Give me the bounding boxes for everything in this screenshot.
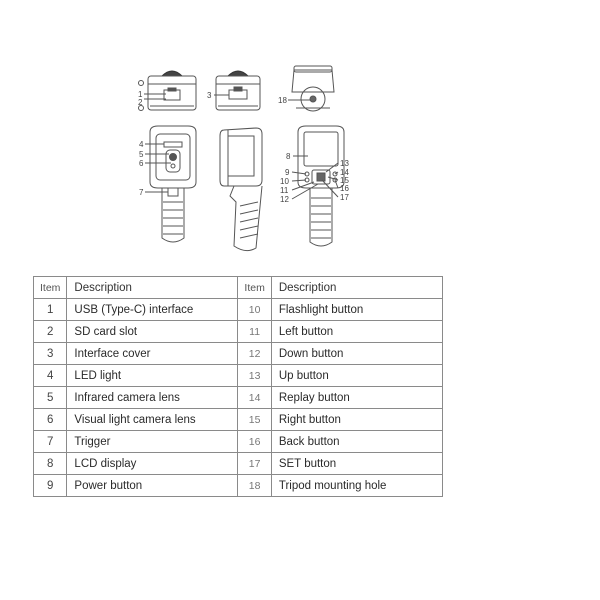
- callout-5: 5: [139, 150, 144, 159]
- device-diagram: [128, 62, 368, 262]
- side-view: [220, 128, 262, 251]
- item-number: 4: [34, 365, 67, 387]
- callout-4: 4: [139, 140, 144, 149]
- item-description: Right button: [271, 409, 442, 431]
- table-row: [34, 365, 443, 387]
- front-view: [150, 126, 196, 242]
- item-number: 18: [238, 475, 271, 497]
- item-description: Tripod mounting hole: [271, 475, 442, 497]
- item-description: USB (Type-C) interface: [67, 299, 238, 321]
- item-description: Power button: [67, 475, 238, 497]
- table-header-row: [34, 277, 443, 299]
- item-description: LCD display: [67, 453, 238, 475]
- item-number: 16: [238, 431, 271, 453]
- callout-1: 1: [138, 90, 143, 99]
- item-description: SET button: [271, 453, 442, 475]
- parts-table: [33, 276, 443, 497]
- table-row: [34, 431, 443, 453]
- callout-7: 7: [139, 188, 144, 197]
- table-row: [34, 387, 443, 409]
- bottom-view-right: [216, 71, 260, 110]
- table-row: [34, 475, 443, 497]
- callout-11: 11: [280, 186, 289, 195]
- table-row: [34, 299, 443, 321]
- header-description: Description: [67, 277, 238, 299]
- item-description: Visual light camera lens: [67, 409, 238, 431]
- callout-8: 8: [286, 152, 291, 161]
- item-description: Left button: [271, 321, 442, 343]
- callout-3: 3: [207, 91, 212, 100]
- item-description: Flashlight button: [271, 299, 442, 321]
- callout-18: 18: [278, 96, 287, 105]
- item-number: 2: [34, 321, 67, 343]
- callout-9: 9: [285, 168, 290, 177]
- item-description: Down button: [271, 343, 442, 365]
- item-description: Interface cover: [67, 343, 238, 365]
- item-number: 12: [238, 343, 271, 365]
- callout-14: 14: [340, 168, 349, 177]
- item-number: 3: [34, 343, 67, 365]
- item-number: 11: [238, 321, 271, 343]
- item-description: Back button: [271, 431, 442, 453]
- item-description: Up button: [271, 365, 442, 387]
- header-description-2: Description: [271, 277, 442, 299]
- item-number: 5: [34, 387, 67, 409]
- item-number: 7: [34, 431, 67, 453]
- callout-16: 16: [340, 184, 349, 193]
- item-number: 9: [34, 475, 67, 497]
- item-description: Infrared camera lens: [67, 387, 238, 409]
- callout-6: 6: [139, 159, 144, 168]
- item-number: 13: [238, 365, 271, 387]
- table-row: [34, 321, 443, 343]
- item-description: Trigger: [67, 431, 238, 453]
- table-row: [34, 409, 443, 431]
- header-item: Item: [34, 277, 67, 299]
- item-number: 10: [238, 299, 271, 321]
- callout-13: 13: [340, 159, 349, 168]
- item-number: 8: [34, 453, 67, 475]
- item-description: Replay button: [271, 387, 442, 409]
- item-number: 15: [238, 409, 271, 431]
- callout-2: 2: [138, 98, 143, 107]
- item-description: LED light: [67, 365, 238, 387]
- item-number: 17: [238, 453, 271, 475]
- item-description: SD card slot: [67, 321, 238, 343]
- table-row: [34, 453, 443, 475]
- table-row: [34, 343, 443, 365]
- item-number: 6: [34, 409, 67, 431]
- callout-12: 12: [280, 195, 289, 204]
- callout-10: 10: [280, 177, 289, 186]
- item-number: 1: [34, 299, 67, 321]
- callout-15: 15: [340, 176, 349, 185]
- item-number: 14: [238, 387, 271, 409]
- thermal-camera-illustration: [128, 62, 368, 262]
- header-item-2: Item: [238, 277, 271, 299]
- callout-17: 17: [340, 193, 349, 202]
- bottom-view-rear: [292, 66, 334, 111]
- bottom-view-left: [148, 71, 196, 110]
